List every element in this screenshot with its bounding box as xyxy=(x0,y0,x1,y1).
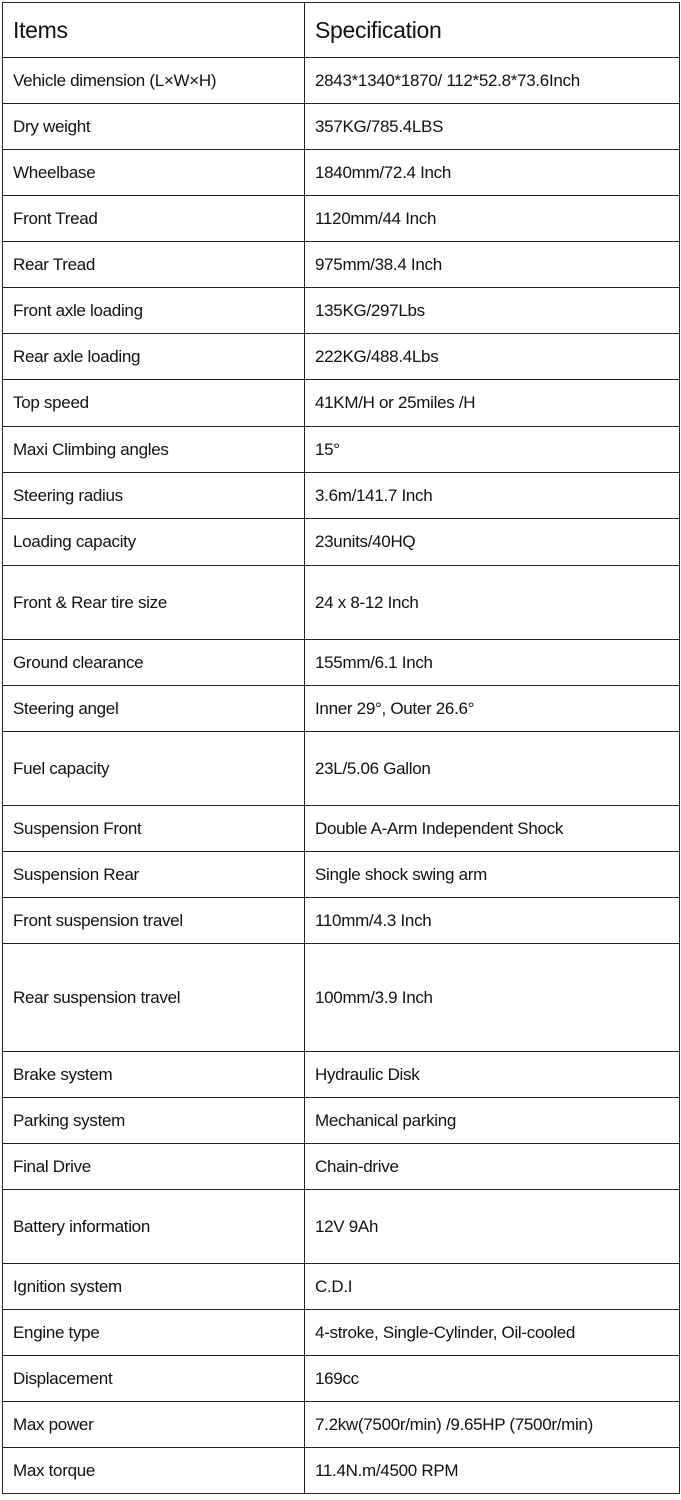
item-cell: Ground clearance xyxy=(3,640,305,686)
item-cell: Front & Rear tire size xyxy=(3,566,305,640)
table-row xyxy=(3,1402,680,1448)
spec-cell: 1840mm/72.4 Inch xyxy=(305,150,680,196)
spec-cell: Hydraulic Disk xyxy=(305,1052,680,1098)
table-row xyxy=(3,473,680,519)
spec-cell: Mechanical parking xyxy=(305,1098,680,1144)
item-cell: Ignition system xyxy=(3,1264,305,1310)
spec-cell: Single shock swing arm xyxy=(305,852,680,898)
table-header-row xyxy=(3,3,680,58)
table-row xyxy=(3,380,680,427)
item-cell: Rear axle loading xyxy=(3,334,305,380)
item-cell: Dry weight xyxy=(3,104,305,150)
spec-cell: 15° xyxy=(305,427,680,473)
spec-table xyxy=(2,2,680,1494)
spec-cell: 110mm/4.3 Inch xyxy=(305,898,680,944)
table-row xyxy=(3,58,680,104)
spec-cell: 12V 9Ah xyxy=(305,1190,680,1264)
item-cell: Displacement xyxy=(3,1356,305,1402)
table-row xyxy=(3,1144,680,1190)
table-row xyxy=(3,640,680,686)
spec-cell: 11.4N.m/4500 RPM xyxy=(305,1448,680,1494)
table-row xyxy=(3,1448,680,1494)
item-cell: Max torque xyxy=(3,1448,305,1494)
item-cell: Top speed xyxy=(3,380,305,427)
item-cell: Loading capacity xyxy=(3,519,305,566)
spec-cell: C.D.I xyxy=(305,1264,680,1310)
item-cell: Engine type xyxy=(3,1310,305,1356)
table-row xyxy=(3,944,680,1052)
item-cell: Vehicle dimension (L×W×H) xyxy=(3,58,305,104)
item-cell: Max power xyxy=(3,1402,305,1448)
table-row xyxy=(3,427,680,473)
table-row xyxy=(3,898,680,944)
table-row xyxy=(3,150,680,196)
item-cell: Steering angel xyxy=(3,686,305,732)
item-cell: Battery information xyxy=(3,1190,305,1264)
spec-cell: 357KG/785.4LBS xyxy=(305,104,680,150)
spec-cell: 975mm/38.4 Inch xyxy=(305,242,680,288)
spec-cell: 4-stroke, Single-Cylinder, Oil-cooled xyxy=(305,1310,680,1356)
table-row xyxy=(3,686,680,732)
table-row xyxy=(3,852,680,898)
spec-cell: 24 x 8-12 Inch xyxy=(305,566,680,640)
spec-cell: 169cc xyxy=(305,1356,680,1402)
table-row xyxy=(3,1098,680,1144)
table-row xyxy=(3,806,680,852)
item-cell: Suspension Rear xyxy=(3,852,305,898)
header-specification: Specification xyxy=(305,3,680,58)
table-row xyxy=(3,1190,680,1264)
table-row xyxy=(3,1356,680,1402)
spec-cell: Chain-drive xyxy=(305,1144,680,1190)
header-items: Items xyxy=(3,3,305,58)
spec-cell: 2843*1340*1870/ 112*52.8*73.6Inch xyxy=(305,58,680,104)
table-row xyxy=(3,519,680,566)
table-row xyxy=(3,732,680,806)
item-cell: Front suspension travel xyxy=(3,898,305,944)
item-cell: Front Tread xyxy=(3,196,305,242)
spec-cell: 222KG/488.4Lbs xyxy=(305,334,680,380)
table-row xyxy=(3,1264,680,1310)
spec-cell: 100mm/3.9 Inch xyxy=(305,944,680,1052)
item-cell: Fuel capacity xyxy=(3,732,305,806)
table-row xyxy=(3,1052,680,1098)
item-cell: Parking system xyxy=(3,1098,305,1144)
item-cell: Rear suspension travel xyxy=(3,944,305,1052)
spec-cell: 1120mm/44 Inch xyxy=(305,196,680,242)
table-row xyxy=(3,196,680,242)
table-row xyxy=(3,288,680,334)
item-cell: Front axle loading xyxy=(3,288,305,334)
spec-cell: Inner 29°, Outer 26.6° xyxy=(305,686,680,732)
item-cell: Brake system xyxy=(3,1052,305,1098)
item-cell: Suspension Front xyxy=(3,806,305,852)
spec-cell: 155mm/6.1 Inch xyxy=(305,640,680,686)
spec-cell: 3.6m/141.7 Inch xyxy=(305,473,680,519)
table-row xyxy=(3,104,680,150)
spec-cell: Double A-Arm Independent Shock xyxy=(305,806,680,852)
table-row xyxy=(3,334,680,380)
item-cell: Final Drive xyxy=(3,1144,305,1190)
table-row xyxy=(3,566,680,640)
spec-cell: 135KG/297Lbs xyxy=(305,288,680,334)
item-cell: Wheelbase xyxy=(3,150,305,196)
spec-cell: 7.2kw(7500r/min) /9.65HP (7500r/min) xyxy=(305,1402,680,1448)
item-cell: Steering radius xyxy=(3,473,305,519)
item-cell: Rear Tread xyxy=(3,242,305,288)
spec-cell: 23units/40HQ xyxy=(305,519,680,566)
table-row xyxy=(3,1310,680,1356)
spec-cell: 41KM/H or 25miles /H xyxy=(305,380,680,427)
spec-cell: 23L/5.06 Gallon xyxy=(305,732,680,806)
table-row xyxy=(3,242,680,288)
item-cell: Maxi Climbing angles xyxy=(3,427,305,473)
